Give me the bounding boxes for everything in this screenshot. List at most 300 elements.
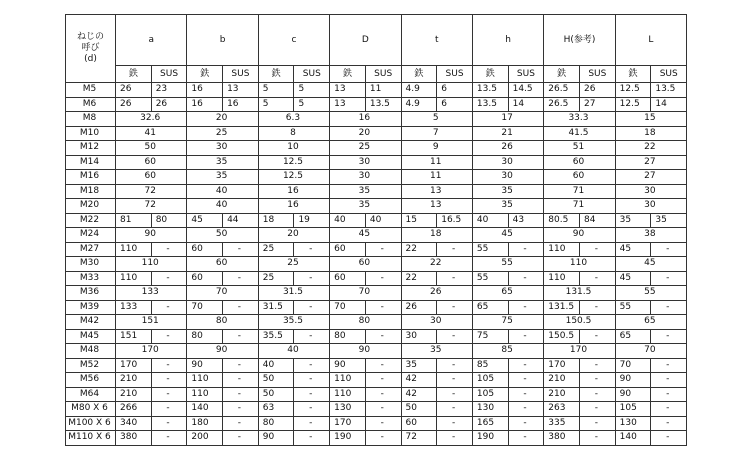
value-cell-iron: 80.5 [544, 213, 580, 228]
table-row [66, 387, 687, 402]
value-cell-iron: 60 [401, 416, 437, 431]
value-cell-merged: 12.5 [258, 155, 329, 170]
value-cell-sus: - [151, 271, 187, 286]
value-cell-merged: 30 [330, 155, 401, 170]
thread-size-cell: M80 X 6 [66, 402, 116, 417]
value-cell-sus: - [294, 416, 330, 431]
value-cell-merged: 40 [187, 184, 258, 199]
value-cell-sus: - [294, 431, 330, 446]
corner-line-2: 呼び [81, 42, 100, 53]
value-cell-iron: 200 [187, 431, 223, 446]
value-cell-merged: 30 [615, 184, 686, 199]
value-cell-iron: 63 [258, 402, 294, 417]
thread-size-cell: M33 [66, 271, 116, 286]
value-cell-sus: - [151, 373, 187, 388]
value-cell-sus: 26 [579, 83, 615, 98]
value-cell-iron: 210 [116, 387, 152, 402]
value-cell-merged: 35 [187, 170, 258, 185]
corner-line-1: ねじの [76, 31, 104, 42]
thread-size-cell: M64 [66, 387, 116, 402]
value-cell-iron: 180 [187, 416, 223, 431]
value-cell-iron: 90 [615, 373, 651, 388]
value-cell-sus: - [294, 329, 330, 344]
value-cell-iron: 130 [330, 402, 366, 417]
value-cell-iron: 380 [116, 431, 152, 446]
value-cell-sus: - [579, 387, 615, 402]
material-iron-header: 鉄 [544, 66, 580, 83]
value-cell-iron: 16 [187, 83, 223, 98]
value-cell-sus: - [151, 402, 187, 417]
value-cell-iron: 263 [544, 402, 580, 417]
value-cell-sus: - [508, 431, 544, 446]
value-cell-sus: - [651, 242, 687, 257]
value-cell-merged: 18 [401, 228, 472, 243]
value-cell-iron: 50 [401, 402, 437, 417]
value-cell-sus: - [294, 300, 330, 315]
value-cell-merged: 18 [615, 126, 686, 141]
table-row [66, 83, 687, 98]
value-cell-sus: - [508, 373, 544, 388]
value-cell-iron: 15 [401, 213, 437, 228]
value-cell-iron: 35 [615, 213, 651, 228]
value-cell-merged: 50 [187, 228, 258, 243]
table-row [66, 286, 687, 301]
material-sus-header: SUS [508, 66, 544, 83]
table-row [66, 358, 687, 373]
value-cell-iron: 16 [187, 97, 223, 112]
value-cell-iron: 80 [330, 329, 366, 344]
table-row [66, 344, 687, 359]
value-cell-merged: 60 [330, 257, 401, 272]
value-cell-sus: - [508, 329, 544, 344]
value-cell-sus: - [437, 271, 473, 286]
value-cell-sus: 27 [579, 97, 615, 112]
value-cell-merged: 90 [187, 344, 258, 359]
value-cell-merged: 90 [544, 228, 615, 243]
thread-size-cell: M6 [66, 97, 116, 112]
value-cell-merged: 35.5 [258, 315, 329, 330]
value-cell-iron: 12.5 [615, 97, 651, 112]
value-cell-sus: 16 [223, 97, 259, 112]
value-cell-sus: 13.5 [651, 83, 687, 98]
value-cell-iron: 130 [615, 416, 651, 431]
value-cell-merged: 35 [330, 199, 401, 214]
value-cell-iron: 13.5 [472, 83, 508, 98]
value-cell-sus: - [579, 271, 615, 286]
value-cell-iron: 60 [330, 271, 366, 286]
value-cell-iron: 26 [116, 83, 152, 98]
value-cell-sus: - [437, 300, 473, 315]
value-cell-iron: 110 [187, 373, 223, 388]
value-cell-iron: 335 [544, 416, 580, 431]
value-cell-merged: 20 [330, 126, 401, 141]
value-cell-iron: 110 [330, 387, 366, 402]
value-cell-merged: 30 [330, 170, 401, 185]
value-cell-merged: 25 [330, 141, 401, 156]
value-cell-iron: 140 [187, 402, 223, 417]
value-cell-merged: 60 [544, 170, 615, 185]
value-cell-merged: 38 [615, 228, 686, 243]
value-cell-merged: 45 [472, 228, 543, 243]
value-cell-iron: 50 [258, 387, 294, 402]
material-sus-header: SUS [151, 66, 187, 83]
value-cell-merged: 80 [330, 315, 401, 330]
value-cell-iron: 65 [615, 329, 651, 344]
value-cell-iron: 133 [116, 300, 152, 315]
value-cell-sus: 43 [508, 213, 544, 228]
value-cell-merged: 20 [187, 112, 258, 127]
value-cell-iron: 110 [330, 373, 366, 388]
value-cell-merged: 51 [544, 141, 615, 156]
value-cell-sus: - [151, 416, 187, 431]
value-cell-sus: - [579, 431, 615, 446]
value-cell-merged: 30 [401, 315, 472, 330]
value-cell-iron: 13 [330, 83, 366, 98]
group-header: a [116, 15, 187, 66]
value-cell-iron: 12.5 [615, 83, 651, 98]
value-cell-sus: - [294, 358, 330, 373]
table-row [66, 329, 687, 344]
thread-size-cell: M27 [66, 242, 116, 257]
table-row [66, 97, 687, 112]
value-cell-merged: 41.5 [544, 126, 615, 141]
value-cell-sus: - [151, 431, 187, 446]
table-row [66, 242, 687, 257]
value-cell-sus: - [651, 329, 687, 344]
value-cell-sus: 13 [223, 83, 259, 98]
value-cell-sus: 80 [151, 213, 187, 228]
value-cell-merged: 27 [615, 155, 686, 170]
value-cell-merged: 26 [472, 141, 543, 156]
table-row [66, 126, 687, 141]
value-cell-iron: 42 [401, 387, 437, 402]
value-cell-iron: 170 [544, 358, 580, 373]
value-cell-merged: 11 [401, 170, 472, 185]
table-row [66, 431, 687, 446]
value-cell-sus: - [508, 358, 544, 373]
value-cell-sus: - [651, 402, 687, 417]
value-cell-merged: 10 [258, 141, 329, 156]
value-cell-sus: - [294, 387, 330, 402]
value-cell-merged: 12.5 [258, 170, 329, 185]
value-cell-sus: - [365, 402, 401, 417]
value-cell-merged: 22 [401, 257, 472, 272]
value-cell-sus: - [437, 416, 473, 431]
value-cell-sus: - [151, 329, 187, 344]
value-cell-iron: 25 [258, 271, 294, 286]
table-row [66, 257, 687, 272]
value-cell-sus: - [579, 300, 615, 315]
value-cell-iron: 80 [258, 416, 294, 431]
table-row [66, 199, 687, 214]
value-cell-merged: 90 [330, 344, 401, 359]
value-cell-sus: 13.5 [365, 97, 401, 112]
value-cell-sus: - [223, 300, 259, 315]
value-cell-merged: 32.6 [116, 112, 187, 127]
value-cell-merged: 35 [401, 344, 472, 359]
thread-size-cell: M39 [66, 300, 116, 315]
value-cell-merged: 11 [401, 155, 472, 170]
value-cell-merged: 60 [116, 170, 187, 185]
value-cell-merged: 35 [472, 184, 543, 199]
value-cell-sus: - [365, 416, 401, 431]
value-cell-iron: 60 [330, 242, 366, 257]
thread-size-cell: M42 [66, 315, 116, 330]
value-cell-merged: 45 [615, 257, 686, 272]
group-header: D [330, 15, 401, 66]
group-header: b [187, 15, 258, 66]
value-cell-sus: - [151, 300, 187, 315]
value-cell-merged: 85 [472, 344, 543, 359]
value-cell-sus: - [508, 242, 544, 257]
value-cell-iron: 25 [258, 242, 294, 257]
value-cell-sus: 14 [508, 97, 544, 112]
value-cell-iron: 22 [401, 242, 437, 257]
material-sus-header: SUS [365, 66, 401, 83]
value-cell-sus: - [294, 373, 330, 388]
value-cell-iron: 165 [472, 416, 508, 431]
table-row [66, 315, 687, 330]
material-iron-header: 鉄 [472, 66, 508, 83]
material-sus-header: SUS [579, 66, 615, 83]
value-cell-iron: 40 [330, 213, 366, 228]
value-cell-sus: - [508, 300, 544, 315]
value-cell-merged: 65 [615, 315, 686, 330]
value-cell-merged: 27 [615, 170, 686, 185]
value-cell-sus: - [651, 416, 687, 431]
value-cell-iron: 55 [472, 242, 508, 257]
value-cell-sus: - [223, 373, 259, 388]
value-cell-merged: 35 [472, 199, 543, 214]
value-cell-merged: 25 [258, 257, 329, 272]
value-cell-iron: 380 [544, 431, 580, 446]
thread-size-cell: M12 [66, 141, 116, 156]
value-cell-merged: 13 [401, 199, 472, 214]
value-cell-sus: - [365, 373, 401, 388]
value-cell-sus: 23 [151, 83, 187, 98]
value-cell-iron: 105 [615, 402, 651, 417]
group-header: H(参考) [544, 15, 615, 66]
value-cell-merged: 72 [116, 199, 187, 214]
value-cell-iron: 170 [330, 416, 366, 431]
value-cell-merged: 131.5 [544, 286, 615, 301]
value-cell-iron: 105 [472, 373, 508, 388]
table-row [66, 213, 687, 228]
thread-size-cell: M14 [66, 155, 116, 170]
table-row [66, 271, 687, 286]
value-cell-iron: 131.5 [544, 300, 580, 315]
value-cell-merged: 170 [116, 344, 187, 359]
value-cell-iron: 55 [615, 300, 651, 315]
thread-size-cell: M16 [66, 170, 116, 185]
value-cell-sus: - [508, 387, 544, 402]
value-cell-sus: - [437, 387, 473, 402]
value-cell-sus: - [651, 387, 687, 402]
value-cell-sus: - [437, 358, 473, 373]
value-cell-merged: 150.5 [544, 315, 615, 330]
value-cell-sus: - [294, 402, 330, 417]
value-cell-iron: 50 [258, 373, 294, 388]
value-cell-sus: - [508, 402, 544, 417]
value-cell-merged: 16 [258, 184, 329, 199]
value-cell-iron: 70 [187, 300, 223, 315]
value-cell-iron: 60 [187, 271, 223, 286]
value-cell-merged: 90 [116, 228, 187, 243]
value-cell-iron: 40 [258, 358, 294, 373]
value-cell-merged: 30 [472, 170, 543, 185]
value-cell-iron: 190 [330, 431, 366, 446]
value-cell-iron: 60 [187, 242, 223, 257]
value-cell-sus: - [579, 416, 615, 431]
value-cell-sus: 5 [294, 97, 330, 112]
value-cell-merged: 60 [116, 155, 187, 170]
value-cell-iron: 13.5 [472, 97, 508, 112]
value-cell-merged: 25 [187, 126, 258, 141]
material-sus-header: SUS [437, 66, 473, 83]
value-cell-sus: 44 [223, 213, 259, 228]
value-cell-sus: - [579, 242, 615, 257]
value-cell-sus: - [579, 373, 615, 388]
value-cell-sus: - [365, 387, 401, 402]
group-header-row [66, 15, 687, 66]
value-cell-sus: 19 [294, 213, 330, 228]
value-cell-sus: - [365, 431, 401, 446]
value-cell-merged: 40 [187, 199, 258, 214]
value-cell-iron: 13 [330, 97, 366, 112]
value-cell-iron: 26.5 [544, 97, 580, 112]
value-cell-merged: 70 [615, 344, 686, 359]
value-cell-iron: 35.5 [258, 329, 294, 344]
value-cell-iron: 110 [187, 387, 223, 402]
value-cell-sus: - [651, 373, 687, 388]
thread-size-cell: M10 [66, 126, 116, 141]
value-cell-sus: - [651, 431, 687, 446]
value-cell-iron: 190 [472, 431, 508, 446]
value-cell-sus: 40 [365, 213, 401, 228]
value-cell-iron: 45 [187, 213, 223, 228]
material-iron-header: 鉄 [615, 66, 651, 83]
value-cell-sus: - [365, 329, 401, 344]
value-cell-iron: 340 [116, 416, 152, 431]
value-cell-merged: 40 [258, 344, 329, 359]
value-cell-merged: 35 [187, 155, 258, 170]
value-cell-iron: 170 [116, 358, 152, 373]
thread-size-cell: M18 [66, 184, 116, 199]
table-body [66, 83, 687, 446]
material-iron-header: 鉄 [116, 66, 152, 83]
value-cell-iron: 130 [472, 402, 508, 417]
value-cell-merged: 21 [472, 126, 543, 141]
material-iron-header: 鉄 [258, 66, 294, 83]
value-cell-iron: 75 [472, 329, 508, 344]
value-cell-sus: - [151, 358, 187, 373]
value-cell-merged: 60 [544, 155, 615, 170]
thread-size-cell: M100 X 6 [66, 416, 116, 431]
value-cell-merged: 170 [544, 344, 615, 359]
value-cell-iron: 26 [116, 97, 152, 112]
group-header: t [401, 15, 472, 66]
value-cell-iron: 55 [472, 271, 508, 286]
value-cell-merged: 71 [544, 199, 615, 214]
value-cell-iron: 210 [544, 387, 580, 402]
corner-line-3: (d) [84, 54, 97, 65]
group-header: h [472, 15, 543, 66]
value-cell-merged: 110 [116, 257, 187, 272]
thread-size-cell: M45 [66, 329, 116, 344]
material-sus-header: SUS [651, 66, 687, 83]
value-cell-merged: 110 [544, 257, 615, 272]
value-cell-sus: 26 [151, 97, 187, 112]
value-cell-sus: - [437, 242, 473, 257]
value-cell-merged: 71 [544, 184, 615, 199]
thread-size-cell: M30 [66, 257, 116, 272]
table-row [66, 155, 687, 170]
value-cell-merged: 16 [330, 112, 401, 127]
value-cell-sus: - [294, 242, 330, 257]
value-cell-iron: 45 [615, 242, 651, 257]
value-cell-sus: - [365, 358, 401, 373]
value-cell-sus: 16.5 [437, 213, 473, 228]
value-cell-merged: 31.5 [258, 286, 329, 301]
value-cell-sus: - [223, 387, 259, 402]
table-row [66, 112, 687, 127]
value-cell-iron: 81 [116, 213, 152, 228]
value-cell-sus: 14.5 [508, 83, 544, 98]
table-row [66, 402, 687, 417]
value-cell-merged: 8 [258, 126, 329, 141]
value-cell-sus: - [294, 271, 330, 286]
value-cell-iron: 85 [472, 358, 508, 373]
value-cell-merged: 6.3 [258, 112, 329, 127]
value-cell-merged: 26 [401, 286, 472, 301]
value-cell-sus: - [437, 373, 473, 388]
value-cell-merged: 80 [187, 315, 258, 330]
material-sus-header: SUS [294, 66, 330, 83]
value-cell-iron: 210 [116, 373, 152, 388]
value-cell-iron: 72 [401, 431, 437, 446]
value-cell-sus: - [223, 402, 259, 417]
value-cell-merged: 55 [472, 257, 543, 272]
thread-size-cell: M5 [66, 83, 116, 98]
value-cell-merged: 7 [401, 126, 472, 141]
value-cell-sus: - [223, 358, 259, 373]
value-cell-sus: - [223, 329, 259, 344]
value-cell-sus: 35 [651, 213, 687, 228]
value-cell-sus: - [151, 242, 187, 257]
value-cell-merged: 33.3 [544, 112, 615, 127]
value-cell-sus: - [365, 300, 401, 315]
value-cell-sus: - [365, 271, 401, 286]
value-cell-iron: 105 [472, 387, 508, 402]
value-cell-merged: 133 [116, 286, 187, 301]
value-cell-merged: 70 [187, 286, 258, 301]
value-cell-iron: 110 [116, 242, 152, 257]
value-cell-sus: - [223, 416, 259, 431]
value-cell-sus: - [579, 402, 615, 417]
value-cell-iron: 70 [330, 300, 366, 315]
thread-size-cell: M48 [66, 344, 116, 359]
value-cell-iron: 30 [401, 329, 437, 344]
value-cell-merged: 45 [330, 228, 401, 243]
value-cell-sus: - [579, 329, 615, 344]
value-cell-sus: 6 [437, 83, 473, 98]
value-cell-merged: 60 [187, 257, 258, 272]
value-cell-iron: 110 [544, 271, 580, 286]
value-cell-sus: 14 [651, 97, 687, 112]
value-cell-sus: - [437, 402, 473, 417]
dimension-table [65, 14, 687, 446]
material-sus-header: SUS [223, 66, 259, 83]
